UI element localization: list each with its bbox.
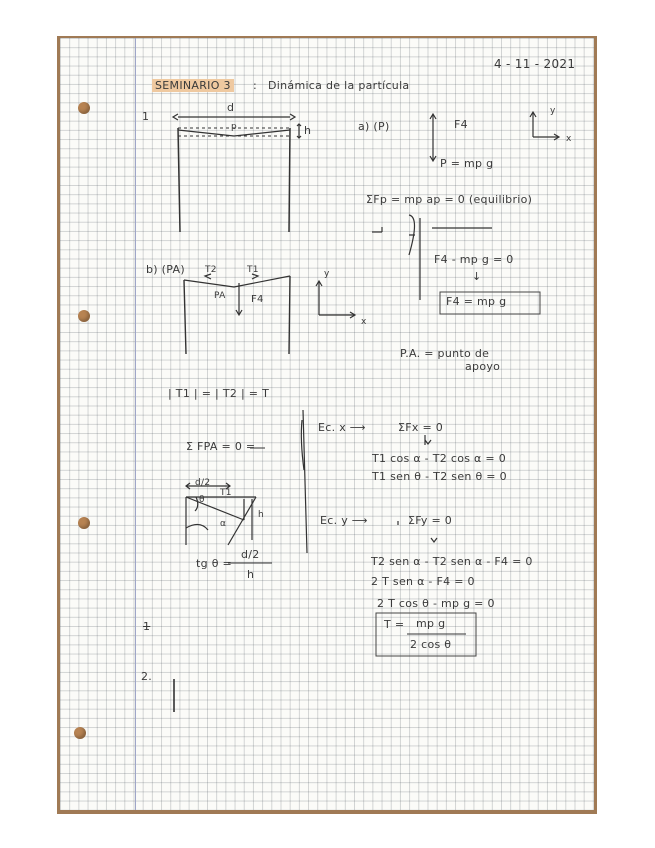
eq-y-sum: ΣFy = 0	[408, 514, 453, 527]
problem-2-number: 2.	[141, 670, 153, 683]
final-lhs: T =	[384, 618, 405, 631]
problem-1-number: 1	[142, 110, 150, 123]
eq-y-2: 2 T sen α - F4 = 0	[371, 575, 475, 588]
triangle-theta: θ	[199, 495, 205, 505]
part-b-t2: T2	[205, 265, 217, 275]
title-separator: :	[253, 79, 258, 92]
pa-definition-2: apoyo	[465, 360, 501, 373]
title-highlight: SEMINARIO 3	[152, 79, 234, 92]
triangle-t1: T1	[220, 488, 232, 498]
tension-equality: | T1 | = | T2 | = T	[168, 387, 270, 400]
part-a-axis-x: x	[566, 134, 572, 144]
part-b-pa: PA	[214, 291, 226, 301]
part-b-t1: T1	[247, 265, 259, 275]
triangle-alpha: α	[220, 519, 227, 529]
final-den: 2 cos θ	[410, 638, 452, 651]
eq-y-3: 2 T cos θ - mp g = 0	[377, 597, 495, 610]
eq-y-label: Ec. y ⟶	[320, 514, 368, 527]
part-b-label: b) (PA)	[146, 263, 185, 276]
title-label	[152, 79, 234, 92]
part-a-result: F4 = mp g	[446, 295, 507, 308]
eq-x-label: Ec. x ⟶	[318, 421, 366, 434]
label-p: p	[231, 122, 238, 132]
pa-definition-1: P.A. = punto de	[400, 347, 490, 360]
eq-x-sum: ΣFx = 0	[398, 421, 444, 434]
part-b-figure	[184, 274, 355, 354]
final-num: mp g	[416, 617, 446, 630]
eq-x-2: T1 sen θ - T2 sen θ = 0	[372, 470, 507, 483]
eq-y-1: T2 sen α - T2 sen α - F4 = 0	[371, 555, 533, 568]
part-a-equation-1: F4 - mp g = 0	[434, 253, 514, 266]
title-topic: Dinámica de la partícula	[268, 79, 410, 92]
page-date: 4 - 11 - 2021	[494, 57, 576, 71]
crossed-number: 1	[143, 620, 151, 633]
label-d: d	[227, 101, 235, 114]
part-a-force-up: F4	[454, 118, 468, 131]
part-a-label: a) (P)	[358, 120, 390, 133]
sum-forces-pa: Σ FPA = 0 =	[186, 440, 256, 453]
part-a-axis-y: y	[550, 106, 556, 116]
tg-fraction-den: h	[247, 568, 255, 581]
part-b-f4: F4	[251, 294, 264, 305]
tg-fraction-num: d/2	[241, 548, 260, 561]
eq-x-1: T1 cos α - T2 cos α = 0	[372, 452, 507, 465]
part-b-axis-y: y	[324, 269, 330, 279]
part-a-arrow: ↓	[472, 270, 482, 283]
label-h: h	[304, 124, 312, 137]
part-b-axis-x: x	[361, 317, 367, 327]
part-a-equation-sum: ΣFp = mp ap = 0 (equilibrio)	[366, 193, 533, 206]
triangle-d2: d/2	[195, 478, 211, 488]
tg-theta: tg θ =	[196, 557, 233, 570]
part-a-weight: P = mp g	[440, 157, 494, 170]
triangle-h: h	[258, 510, 265, 520]
part-a-fbd	[372, 112, 559, 300]
